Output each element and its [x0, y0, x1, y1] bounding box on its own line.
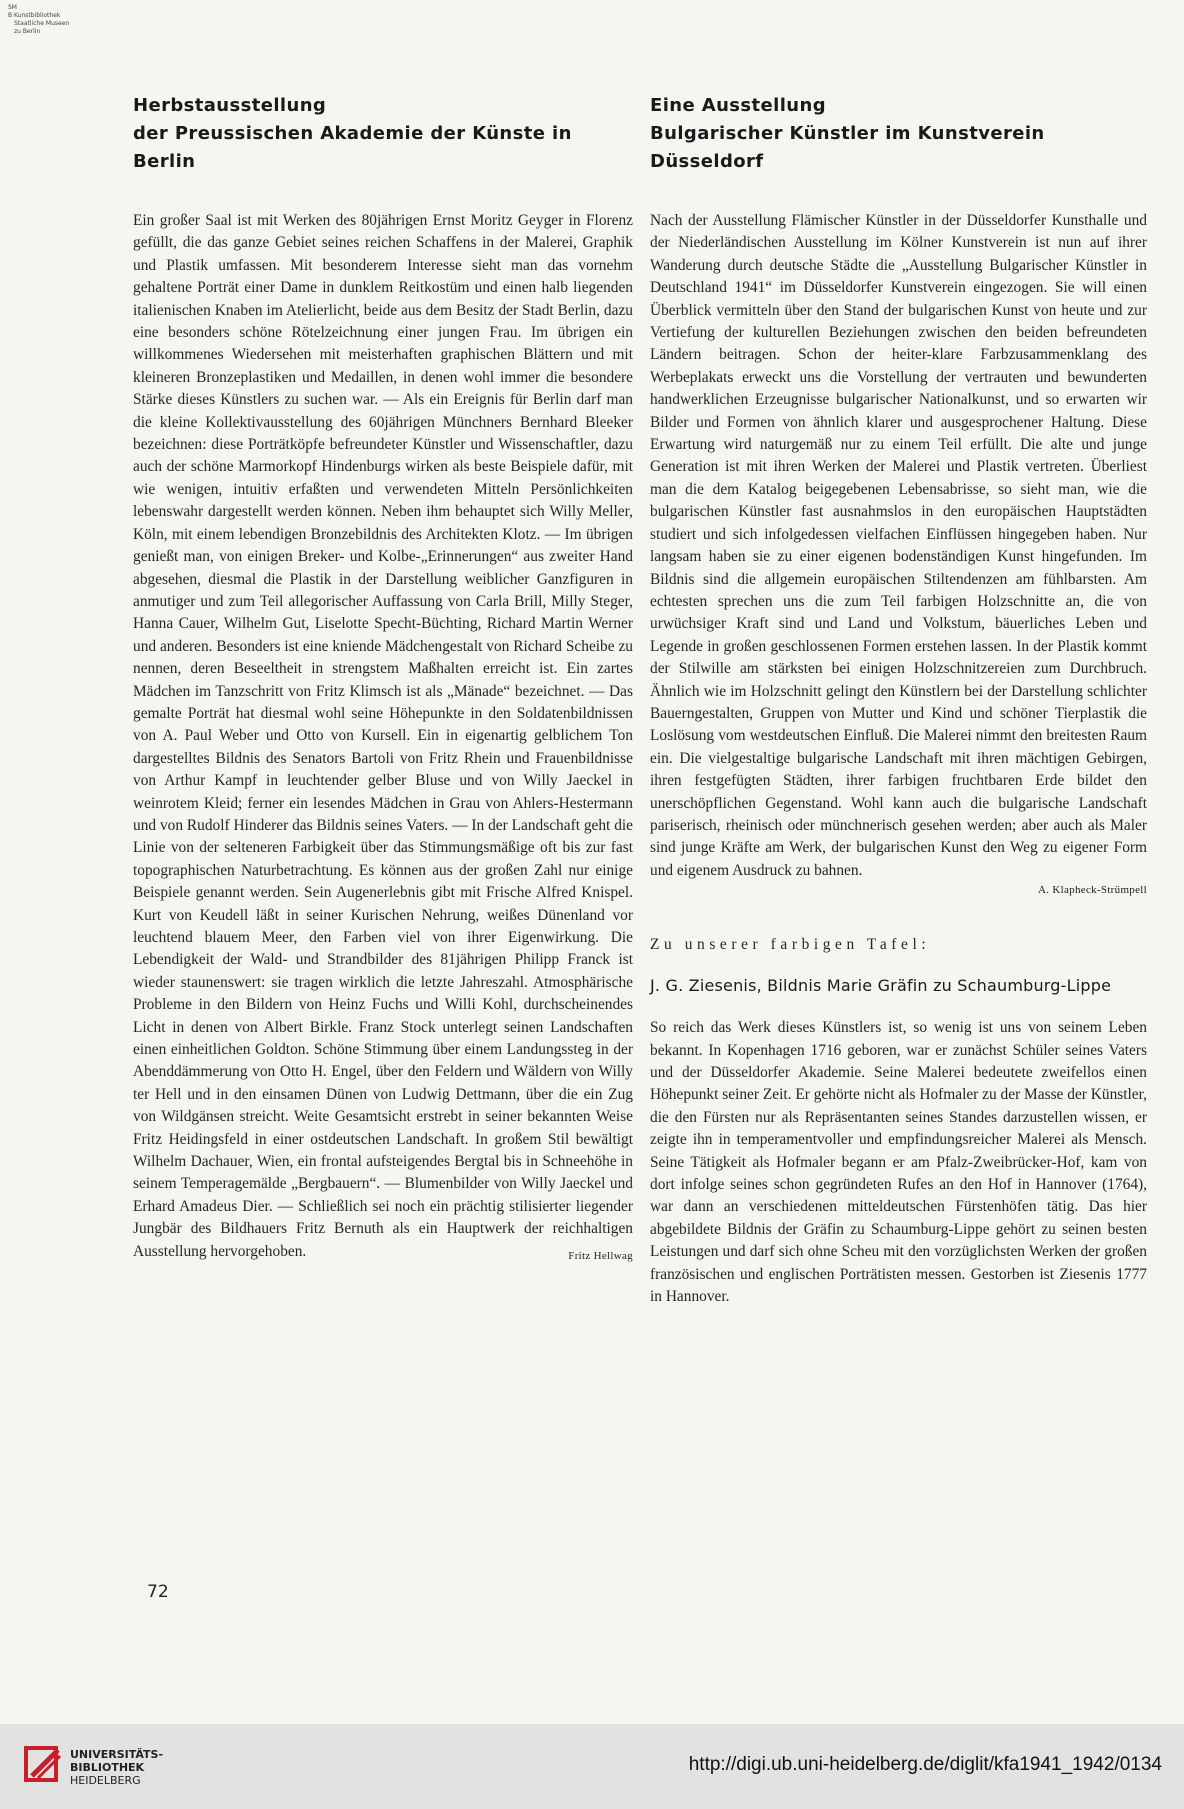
right-column [650, 92, 1147, 1308]
right-title-line1: Eine Ausstellung [650, 95, 826, 116]
color-plate-body: So reich das Werk dieses Künstlers ist, so wenig ist uns von seinem Leben bekannt. In Kopenhagen 1716 geboren, war er zunächst Schüler seines Vaters und der Düsseldorfer Akademie. Seine Malerei bedeutete zweifellos einen Höhepunkt seiner Zeit. Er gehörte nicht als Hofmaler zu der Masse der Künstler, die den Fürsten nur als Repräsentanten seines Standes darzustellen wissen, er zeigte ihn in temperamentvoller und empfindungsreicher Malerei als Mensch. Seine Tätigkeit als Hofmaler begann er am Pfalz-Zweibrücker-Hof, kam von dort infolge seines schon gegründeten Rufes an den Hof in Hannover (1764), war dann an verschiedenen mitteldeutschen Fürstenhöfen tätig. Das hier abgebildete Bildnis der Gräfin zu Schaumburg-Lippe gehört zu seinen besten Leistungen und darf sich ohne Scheu mit den vorzüglichsten Werken der großen französischen und englischen Porträtisten messen. Gestorben ist Ziesenis 1777 in Hannover. [650, 1019, 1147, 1306]
left-article-author: Fritz Hellwag [568, 1249, 633, 1262]
left-article-title [133, 92, 633, 176]
left-title-line1: Herbstausstellung [133, 95, 327, 116]
stamp-line: Staatliche Museen [14, 20, 70, 27]
footer-bar [0, 1724, 1184, 1809]
library-name[interactable] [70, 1748, 163, 1787]
library-name-line: BIBLIOTHEK [70, 1761, 145, 1774]
left-title-line2: der Preussischen Akademie der Künste in Berlin [133, 123, 572, 172]
right-article-title [650, 92, 1147, 176]
color-plate-label: Zu unserer farbigen Tafel: [650, 936, 931, 954]
library-name-line: UNIVERSITÄTS- [70, 1748, 164, 1761]
left-article-body [133, 210, 633, 1263]
library-logo-icon[interactable] [24, 1744, 64, 1784]
library-name-line: HEIDELBERG [70, 1774, 141, 1787]
right-article-author: A. Klapheck-Strümpell [1038, 884, 1147, 897]
stamp-line: SM [8, 4, 17, 11]
stamp-line: B Kunstbibliothek [8, 12, 61, 19]
page-number: 72 [147, 1582, 169, 1602]
right-article-body: Nach der Ausstellung Flämischer Künstler in der Düsseldorfer Kunsthalle und der Niederländischen Ausstellung im Kölner Kunstverein ist nun auf ihrer Wanderung durch deutsche Städte die „Ausstellung Bulgarischer Künstler in Deutschland 1941“ im Düsseldorfer Kunstverein eingezogen. Sie will einen Überblick vermitteln über den Stand der bulgarischen Kunst von heute und zur Vertiefung der kulturellen Beziehungen zwischen den beiden befreundeten Ländern beitragen. Schon der heiter-klare Farbzusammenklang des Werbeplakats erweckt uns die Vorstellung der vertrauten und bewunderten handwerklichen Erzeugnisse bulgarischer Nationalkunst, und so erwarten wir Bilder und Formen von ähnlich klarer und ausgesprochener Haltung. Diese Erwartung wird naturgemäß nur zu einem Teil erfüllt. Die alte und junge Generation ist mit ihren Werken der Malerei und Plastik vertreten. Überliest man die dem Katalog beigegebenen Lebensabrisse, so sieht man, wie die bulgarischen Künstler fast ausnahmslos in den europäischen Hauptstädten studiert und sich infolgedessen vielfachen Einflüssen hingegeben haben. Nur langsam haben sie zu einer eigenen bodenständigen Kunst hingefunden. Im Bildnis sind die allgemein europäischen Stiltendenzen am fühlbarsten. Am echtesten sprechen uns die zum Teil farbigen Holzschnitte an, die von urwüchsiger Kraft sind und Land und Volkstum, bäuerliches Leben und Legende in großen geschlossenen Formen erstehen lassen. In der Plastik kommt der Stilwille am stärksten bei einigen Holzschnitzereien zum Durchbruch. Ähnlich wie im Holzschnitt gelingt den Künstlern bei der Darstellung schlichter Bauerngestalten, Gruppen von Mutter und Kind und schöner Tierplastik die Loslösung vom westdeutschen Einfluß. Die Malerei nimmt den breitesten Raum ein. Die vielgestaltige bulgarische Landschaft mit ihren mächtigen Gebirgen, ihren festgefügten Städten, ihrer farbigen fruchtbaren Erde bildet den unerschöpflichen Gegenstand. Wohl kann auch die bulgarische Landschaft pariserisch, rheinisch oder münchnerisch gesehen werden; aber auch als Maler sind junge Kräfte am Werk, der bulgarischen Kunst den Weg zu eigener Form und eigenem Ausdruck zu bahnen. [650, 212, 1147, 879]
left-column [133, 92, 633, 1267]
permalink-url[interactable]: http://digi.ub.uni-heidelberg.de/diglit/kfa1941_1942/0134 [688, 1754, 1162, 1775]
left-article-text: Ein großer Saal ist mit Werken des 80jährigen Ernst Moritz Geyger in Florenz gefüllt, die das ganze Gebiet seines reichen Schaffens in der Malerei, Graphik und Plastik umfassen. Mit besonderem Interesse sieht man das vornehm gehaltene Porträt einer Dame in dunklem Reitkostüm und einen halb liegenden italienischen Knaben im Atelierlicht, beide aus dem Besitz der Stadt Berlin, dazu eine besonders schöne Rötelzeichnung einer jungen Frau. Im übrigen ein willkommenes Wiedersehen mit meisterhaften graphischen Blättern und mit kleineren Bronzeplastiken und Medaillen, in denen wohl immer die besondere Stärke dieses Künstlers zu suchen war. — Als ein Ereignis für Berlin darf man die kleine Kollektivausstellung des 60jährigen Münchners Bernhard Bleeker bezeichnen: diese Porträtköpfe befreundeter Künstler und Wissenschaftler, dazu auch der schöne Marmorkopf Hindenburgs wirken als beste Beispiele dafür, mit wie wenigen, intuitiv erfaßten und verwendeten Mitteln Persönlichkeiten lebenswahr dargestellt werden können. Neben ihm behauptet sich Willy Meller, Köln, mit einem lebendigen Bronzebildnis des Architekten Klotz. — Im übrigen genießt man, von einigen Breker- und Kolbe-„Erinnerungen“ aus zweiter Hand abgesehen, diesmal die Plastik in der Darstellung weiblicher Ganzfiguren in anmutiger und zum Teil allegorischer Auffassung von Carla Brill, Milly Steger, Hanna Cauer, Wilhelm Gut, Liselotte Specht-Büchting, Richard Martin Werner und anderen. Besonders ist eine kniende Mädchengestalt von Richard Scheibe zu nennen, deren Beseeltheit in strengstem Maßhalten erreicht ist. Ein zartes Mädchen im Tanzschritt von Fritz Klimsch ist als „Mänade“ bezeichnet. — Das gemalte Porträt hat diesmal wohl seine Höhepunkte in den Soldatenbildnissen von A. Paul Weber und Otto von Kursell. Ein in eigenartig gelblichem Ton dargestelltes Bildnis des Senators Bartoli von Fritz Rhein und Frauenbildnisse von Arthur Kampf in leuchtender gelber Bluse und von Willy Jaeckel in weinrotem Kleid; ferner ein lesendes Mädchen in Grau von Ahlers-Hestermann und von Rudolf Hinderer das Bildnis seines Vaters. — In der Landschaft geht die Linie von der selteneren Farbigkeit über das Stimmungsmäßige oft bis zur fast topographischen Naturbetrachtung. Es können aus der großen Zahl nur einige Beispiele genannt werden. Sein Augenerlebnis gibt mit Frische Alfred Knispel. Kurt von Keudell läßt in seiner Kurischen Nehrung, weißes Dünenland vor leuchtend blauem Meer, den Farben viel von ihrer Eigenwirkung. Die Lebendigkeit der Wald- und Strandbilder des 81jährigen Philipp Franck ist wieder staunenswert: sie tragen wirklich die letzte Jahreszahl. Atmosphärische Probleme in den Bildern von Heinz Fuchs und Willi Kohl, durchscheinendes Licht in denen von Albert Birkle. Franz Stock unterlegt seinen Landschaften einen einheitlichen Goldton. Schöne Stimmung über einem Landungssteg in der Abenddämmerung von Otto H. Engel, über den Feldern und Wäldern von Willy ter Hell und in den einsamen Dünen von Ludwig Dettmann, über die ein Zug von Wildgänsen streicht. Weite Gesamtsicht erstrebt in seiner bekannten Weise Fritz Heidingsfeld in einer ostdeutschen Landschaft. In großem Stil bewältigt Wilhelm Dachauer, Wien, ein frontal aufsteigendes Bergtal bis in Schneehöhe in seinem Temperagemälde „Bergbauern“. — Blumenbilder von Willy Jaeckel und Erhard Amadeus Dier. — Schließlich sei noch ein prächtig stilisierter liegender Jungbär des Bildhauers Fritz Bernuth als ein Hauptwerk der reichhaltigen Ausstellung hervorgehoben. [133, 212, 633, 1260]
right-title-line2: Bulgarischer Künstler im Kunstverein Düsseldorf [650, 123, 1045, 172]
color-plate-title: J. G. Ziesenis, Bildnis Marie Gräfin zu Schaumburg-Lippe [650, 976, 1112, 996]
stamp-line: zu Berlin [14, 28, 41, 35]
library-stamp [8, 4, 69, 36]
